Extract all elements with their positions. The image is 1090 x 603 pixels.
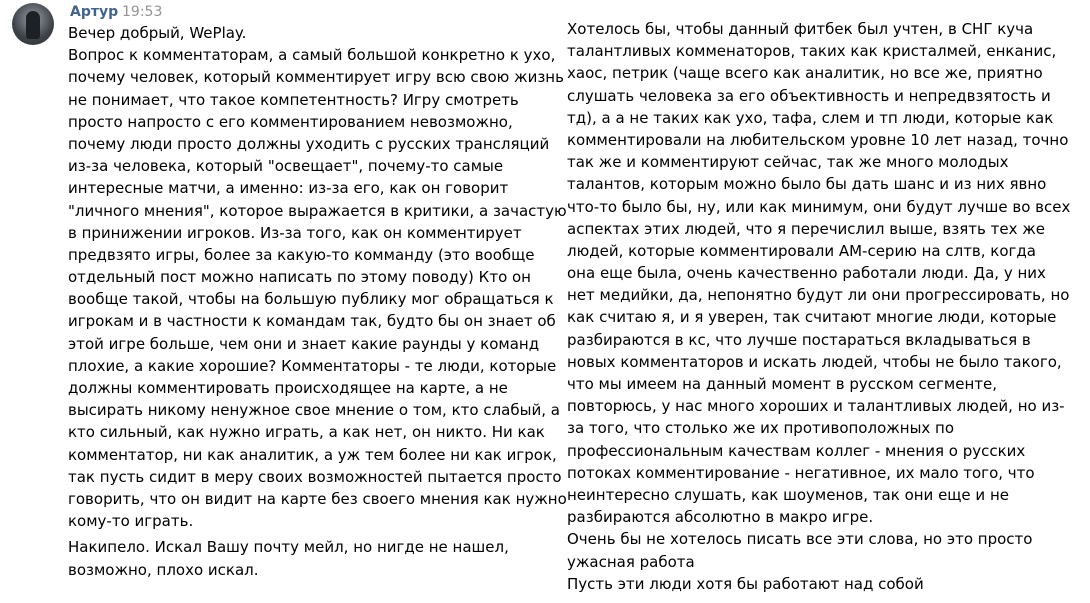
message-line: так же и комментируют сейчас, так же много молодых xyxy=(567,153,1009,172)
message-line: так пусть сидит в меру своих возможностей пытается просто xyxy=(68,467,562,486)
message-line: кто сильный, как нужно играть, а как нет, он никто. Ни как xyxy=(68,423,545,442)
message-line: Пусть эти люди хотя бы работают над собой xyxy=(567,574,924,593)
message-line: Вопрос к комментаторам, а самый большой конкретно к ухо, xyxy=(68,46,556,65)
message-line: талантов, которым можно было бы дать шанс и из них явно xyxy=(567,175,1047,194)
message-line: разбираются абсолютно в макро игре. xyxy=(567,508,874,527)
message-line: талантливых комменаторов, таких как кристалмей, енканис, xyxy=(567,42,1057,61)
message-line: возможно, плохо искал. xyxy=(68,560,259,579)
message-line: слушать человека за его объективность и непредвзятость и xyxy=(567,86,1051,105)
message-line: ужасная работа xyxy=(567,552,695,571)
message-line: профессиональным качествам коллег - мнения о русских xyxy=(567,441,1026,460)
message-line: плохие, а какие хорошие? Комментаторы - те люди, которые xyxy=(68,356,557,375)
message-line: повторюсь, у нас много хороших и талантливых людей, но из- xyxy=(567,397,1065,416)
message-line: она еще была, очень качественно работали люди. Да, у них xyxy=(567,264,1046,283)
message-line: должны комментировать происходящее на карте, а не xyxy=(68,379,508,397)
message-line: кому-то играть. xyxy=(68,512,194,531)
message-line: Накипело. Искал Вашу почту мейл, но нигде не нашел, xyxy=(68,538,509,557)
message-line: вообще такой, чтобы на большую публику мог обращаться к xyxy=(68,290,554,309)
message-line: почему люди просто должны уходить с русских трансляций xyxy=(68,134,550,153)
message-line: как считаю я, и я уверен, так считают многие люди, которые xyxy=(567,308,1057,327)
message-line: аспектах этих людей, что я перечислил выше, взять тех же xyxy=(567,219,1045,238)
message-line: людей, которые комментировали АМ-серию на слтв, когда xyxy=(567,241,1036,260)
message-line: Очень бы не хотелось писать все эти слова, но это просто xyxy=(567,530,1033,549)
message-line: "личного мнения", которое выражается в критики, а зачастую xyxy=(68,201,567,220)
message-line: почему человек, который комментирует игру всю свою жизнь xyxy=(68,68,564,87)
message-line: просто напросто с его комментированием невозможно, xyxy=(68,112,513,131)
message-line: разбираются в кс, что лучше постараться вкладываться в xyxy=(567,330,1031,349)
message-line: тд), а а не таких как ухо, тафа, слем и тп люди, которые как xyxy=(567,108,1054,127)
message-line: хаос, петрик (чаще всего как аналитик, но все же, приятно xyxy=(567,64,1043,83)
message-line: неинтересно слушать, как шоуменов, так они еще и не xyxy=(567,485,1009,504)
message-text-left xyxy=(68,22,567,581)
message-line: игрокам и в частности к командам так, будто бы он знает об xyxy=(68,312,556,331)
avatar[interactable] xyxy=(12,3,54,45)
message-line: потоках комментирование - негативное, их мало того, что xyxy=(567,463,1035,482)
message-line: этой игре больше, чем они и знает какие раунды у команд xyxy=(68,334,540,353)
message-line: в принижении игроков. Из-за того, как он комментирует xyxy=(68,223,522,242)
message-line: из-за человека, который "освещает", почему-то самые xyxy=(68,157,504,176)
message-line: комментировали на любительском уровне 10 лет назад, точно xyxy=(567,130,1069,149)
message-line: предвзято игры, более за какую-то комманду (это вообще xyxy=(68,245,535,264)
message-line: нет медийки, да, непонятно будут ли они прогрессировать, но xyxy=(567,286,1070,305)
message-line: отдельный пост можно написать по этому поводу) Кто он xyxy=(68,268,531,287)
post-time[interactable]: 19:53 xyxy=(122,4,163,20)
message-line: новых комментаторов и искать людей, чтобы не было такого, xyxy=(567,352,1062,371)
message-line: высирать никому ненужное свое мнение о том, кто слабый, а xyxy=(68,401,560,420)
message-line: интересные матчи, а именно: из-за его, как он говорит xyxy=(68,179,509,198)
message-line: говорить, что он видит на карте без своего мнения как нужно xyxy=(68,489,567,508)
message-line: что мы имеем на данный момент в русском сегменте, xyxy=(567,375,997,393)
message-line: что-то было бы, ну, или как минимум, они будут лучше во всех xyxy=(567,197,1071,216)
message-line: Хотелось бы, чтобы данный фитбек был учтен, в СНГ куча xyxy=(567,20,1034,38)
author-name[interactable]: Артур xyxy=(70,4,119,20)
message-line: Вечер добрый, WePlay. xyxy=(68,24,247,42)
message-line: за того, что столько же их противоположных по xyxy=(567,419,955,438)
avatar-figure xyxy=(26,11,40,39)
message-line: не понимает, что такое компетентность? Игру смотреть xyxy=(68,90,519,109)
message-text-right xyxy=(567,18,1070,595)
message-line: комментатор, ни как аналитик, а уж тем более ни как игрок, xyxy=(68,445,557,464)
